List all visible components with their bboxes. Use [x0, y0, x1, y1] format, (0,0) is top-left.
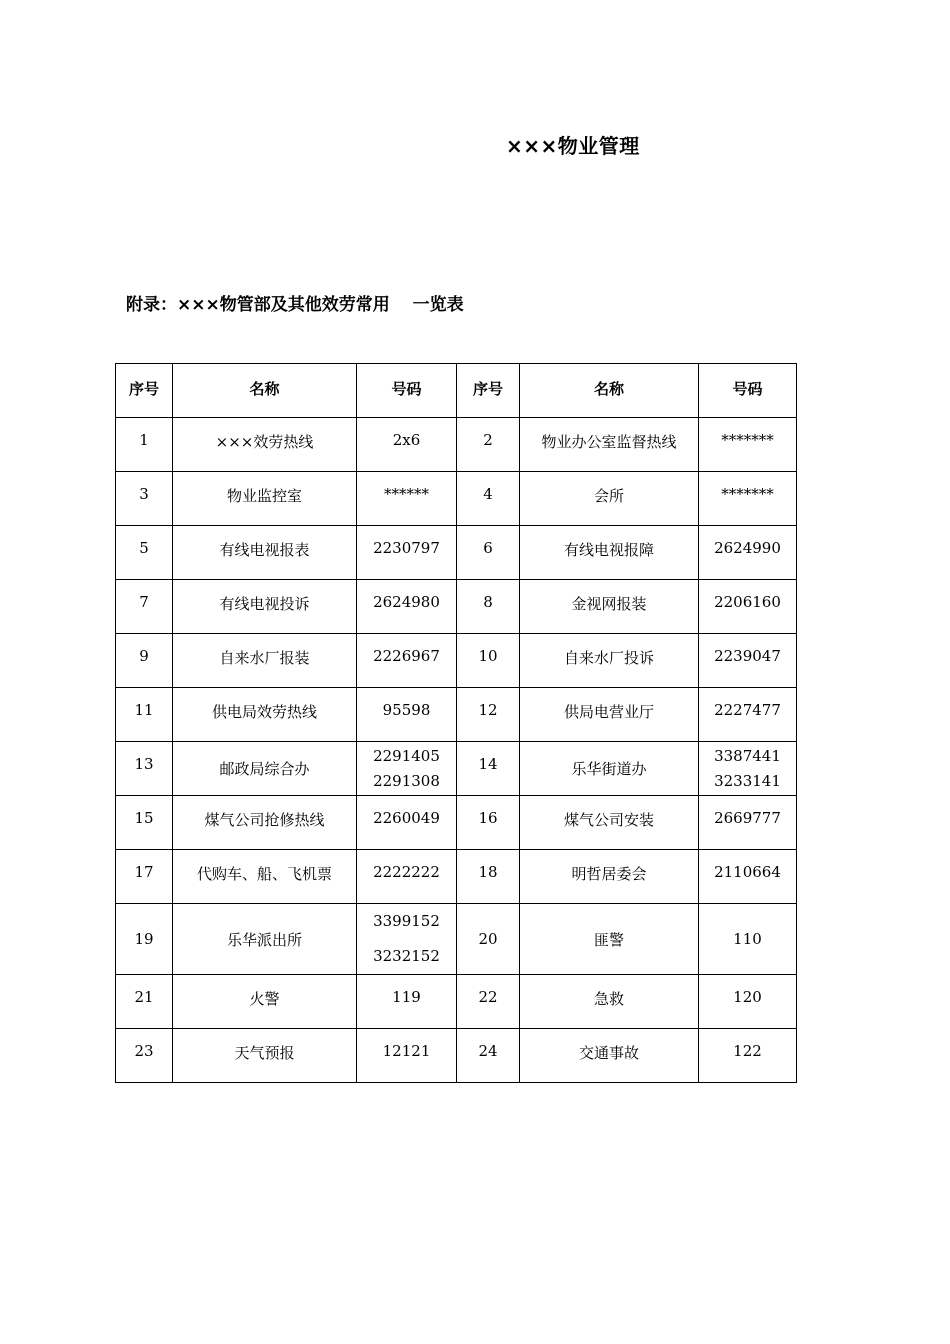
- cell-name-right: 供局电营业厅: [520, 688, 699, 742]
- cell-number-right: *******: [699, 418, 797, 472]
- cell-seq-left: 3: [116, 472, 173, 526]
- document-title: ×××物业管理: [506, 134, 640, 158]
- cell-seq-right: 16: [457, 796, 520, 850]
- cell-name-left: 火警: [173, 975, 357, 1029]
- cell-seq-right: 12: [457, 688, 520, 742]
- cell-seq-left: 21: [116, 975, 173, 1029]
- cell-number-left: 2226967: [357, 634, 457, 688]
- cell-name-left: 代购车、船、飞机票: [173, 850, 357, 904]
- cell-number-left: 2624980: [357, 580, 457, 634]
- phone-number-line: 3399152: [373, 912, 440, 930]
- cell-name-right: 匪警: [520, 904, 699, 975]
- table-row: [116, 634, 797, 688]
- table-row: [116, 1029, 797, 1083]
- cell-seq-left: 1: [116, 418, 173, 472]
- cell-name-right: 乐华街道办: [520, 742, 699, 796]
- phone-directory-table: [115, 363, 797, 1083]
- cell-number-right: 2624990: [699, 526, 797, 580]
- table-row: [116, 796, 797, 850]
- cell-number-left: ******: [357, 472, 457, 526]
- cell-name-right: 会所: [520, 472, 699, 526]
- cell-seq-right: 4: [457, 472, 520, 526]
- cell-seq-left: 9: [116, 634, 173, 688]
- cell-number-right: [699, 742, 797, 796]
- cell-number-right: 2206160: [699, 580, 797, 634]
- cell-name-left: 乐华派出所: [173, 904, 357, 975]
- cell-number-left: 2222222: [357, 850, 457, 904]
- cell-seq-left: 5: [116, 526, 173, 580]
- cell-number-right: 2227477: [699, 688, 797, 742]
- cell-number-left: [357, 904, 457, 975]
- cell-number-right: 2110664: [699, 850, 797, 904]
- table-row: [116, 975, 797, 1029]
- header-name-right: 名称: [520, 364, 699, 418]
- cell-name-right: 煤气公司安装: [520, 796, 699, 850]
- cell-number-right: *******: [699, 472, 797, 526]
- cell-seq-right: 22: [457, 975, 520, 1029]
- cell-seq-left: 11: [116, 688, 173, 742]
- cell-name-left: 自来水厂报装: [173, 634, 357, 688]
- cell-seq-right: 14: [457, 742, 520, 796]
- header-seq-right: 序号: [457, 364, 520, 418]
- cell-name-right: 有线电视报障: [520, 526, 699, 580]
- cell-number-left: 2x6: [357, 418, 457, 472]
- cell-name-left: 煤气公司抢修热线: [173, 796, 357, 850]
- table-header-row: [116, 364, 797, 418]
- cell-number-left: 12121: [357, 1029, 457, 1083]
- phone-number-line: 2291308: [373, 771, 440, 790]
- table-row: [116, 472, 797, 526]
- cell-seq-left: 23: [116, 1029, 173, 1083]
- table-row: [116, 850, 797, 904]
- cell-name-left: ×××效劳热线: [173, 418, 357, 472]
- phone-number-line: 3232152: [373, 947, 440, 965]
- cell-seq-left: 13: [116, 742, 173, 796]
- cell-seq-left: 19: [116, 904, 173, 975]
- cell-number-right: 120: [699, 975, 797, 1029]
- table-row: [116, 904, 797, 975]
- appendix-title: 附录：×××物管部及其他效劳常用 一览表: [126, 295, 464, 315]
- cell-number-left: 2260049: [357, 796, 457, 850]
- cell-number-right: 2669777: [699, 796, 797, 850]
- cell-name-right: 明哲居委会: [520, 850, 699, 904]
- header-number-left: 号码: [357, 364, 457, 418]
- phone-number-line: 3233141: [714, 771, 781, 790]
- cell-name-right: 自来水厂投诉: [520, 634, 699, 688]
- cell-number-left: 119: [357, 975, 457, 1029]
- header-number-right: 号码: [699, 364, 797, 418]
- cell-seq-right: 10: [457, 634, 520, 688]
- cell-name-right: 交通事故: [520, 1029, 699, 1083]
- cell-name-right: 金视网报装: [520, 580, 699, 634]
- cell-name-right: 急救: [520, 975, 699, 1029]
- phone-number-line: 2291405: [373, 746, 440, 765]
- table-row: [116, 526, 797, 580]
- cell-name-left: 天气预报: [173, 1029, 357, 1083]
- cell-name-left: 有线电视报表: [173, 526, 357, 580]
- table-row: [116, 418, 797, 472]
- cell-seq-right: 18: [457, 850, 520, 904]
- cell-name-left: 物业监控室: [173, 472, 357, 526]
- cell-seq-right: 20: [457, 904, 520, 975]
- cell-seq-left: 17: [116, 850, 173, 904]
- cell-seq-right: 2: [457, 418, 520, 472]
- phone-number-line: 3387441: [714, 746, 781, 765]
- cell-number-left: 95598: [357, 688, 457, 742]
- cell-name-left: 邮政局综合办: [173, 742, 357, 796]
- table-body: [116, 418, 797, 1083]
- cell-name-left: 有线电视投诉: [173, 580, 357, 634]
- cell-number-left: [357, 742, 457, 796]
- cell-seq-left: 15: [116, 796, 173, 850]
- header-seq-left: 序号: [116, 364, 173, 418]
- cell-name-left: 供电局效劳热线: [173, 688, 357, 742]
- cell-seq-right: 24: [457, 1029, 520, 1083]
- cell-name-right: 物业办公室监督热线: [520, 418, 699, 472]
- cell-number-left: 2230797: [357, 526, 457, 580]
- cell-number-right: 110: [699, 904, 797, 975]
- table-row: [116, 580, 797, 634]
- cell-number-right: 2239047: [699, 634, 797, 688]
- cell-number-right: 122: [699, 1029, 797, 1083]
- cell-seq-right: 8: [457, 580, 520, 634]
- table-row: [116, 688, 797, 742]
- table-row: [116, 742, 797, 796]
- cell-seq-left: 7: [116, 580, 173, 634]
- cell-seq-right: 6: [457, 526, 520, 580]
- header-name-left: 名称: [173, 364, 357, 418]
